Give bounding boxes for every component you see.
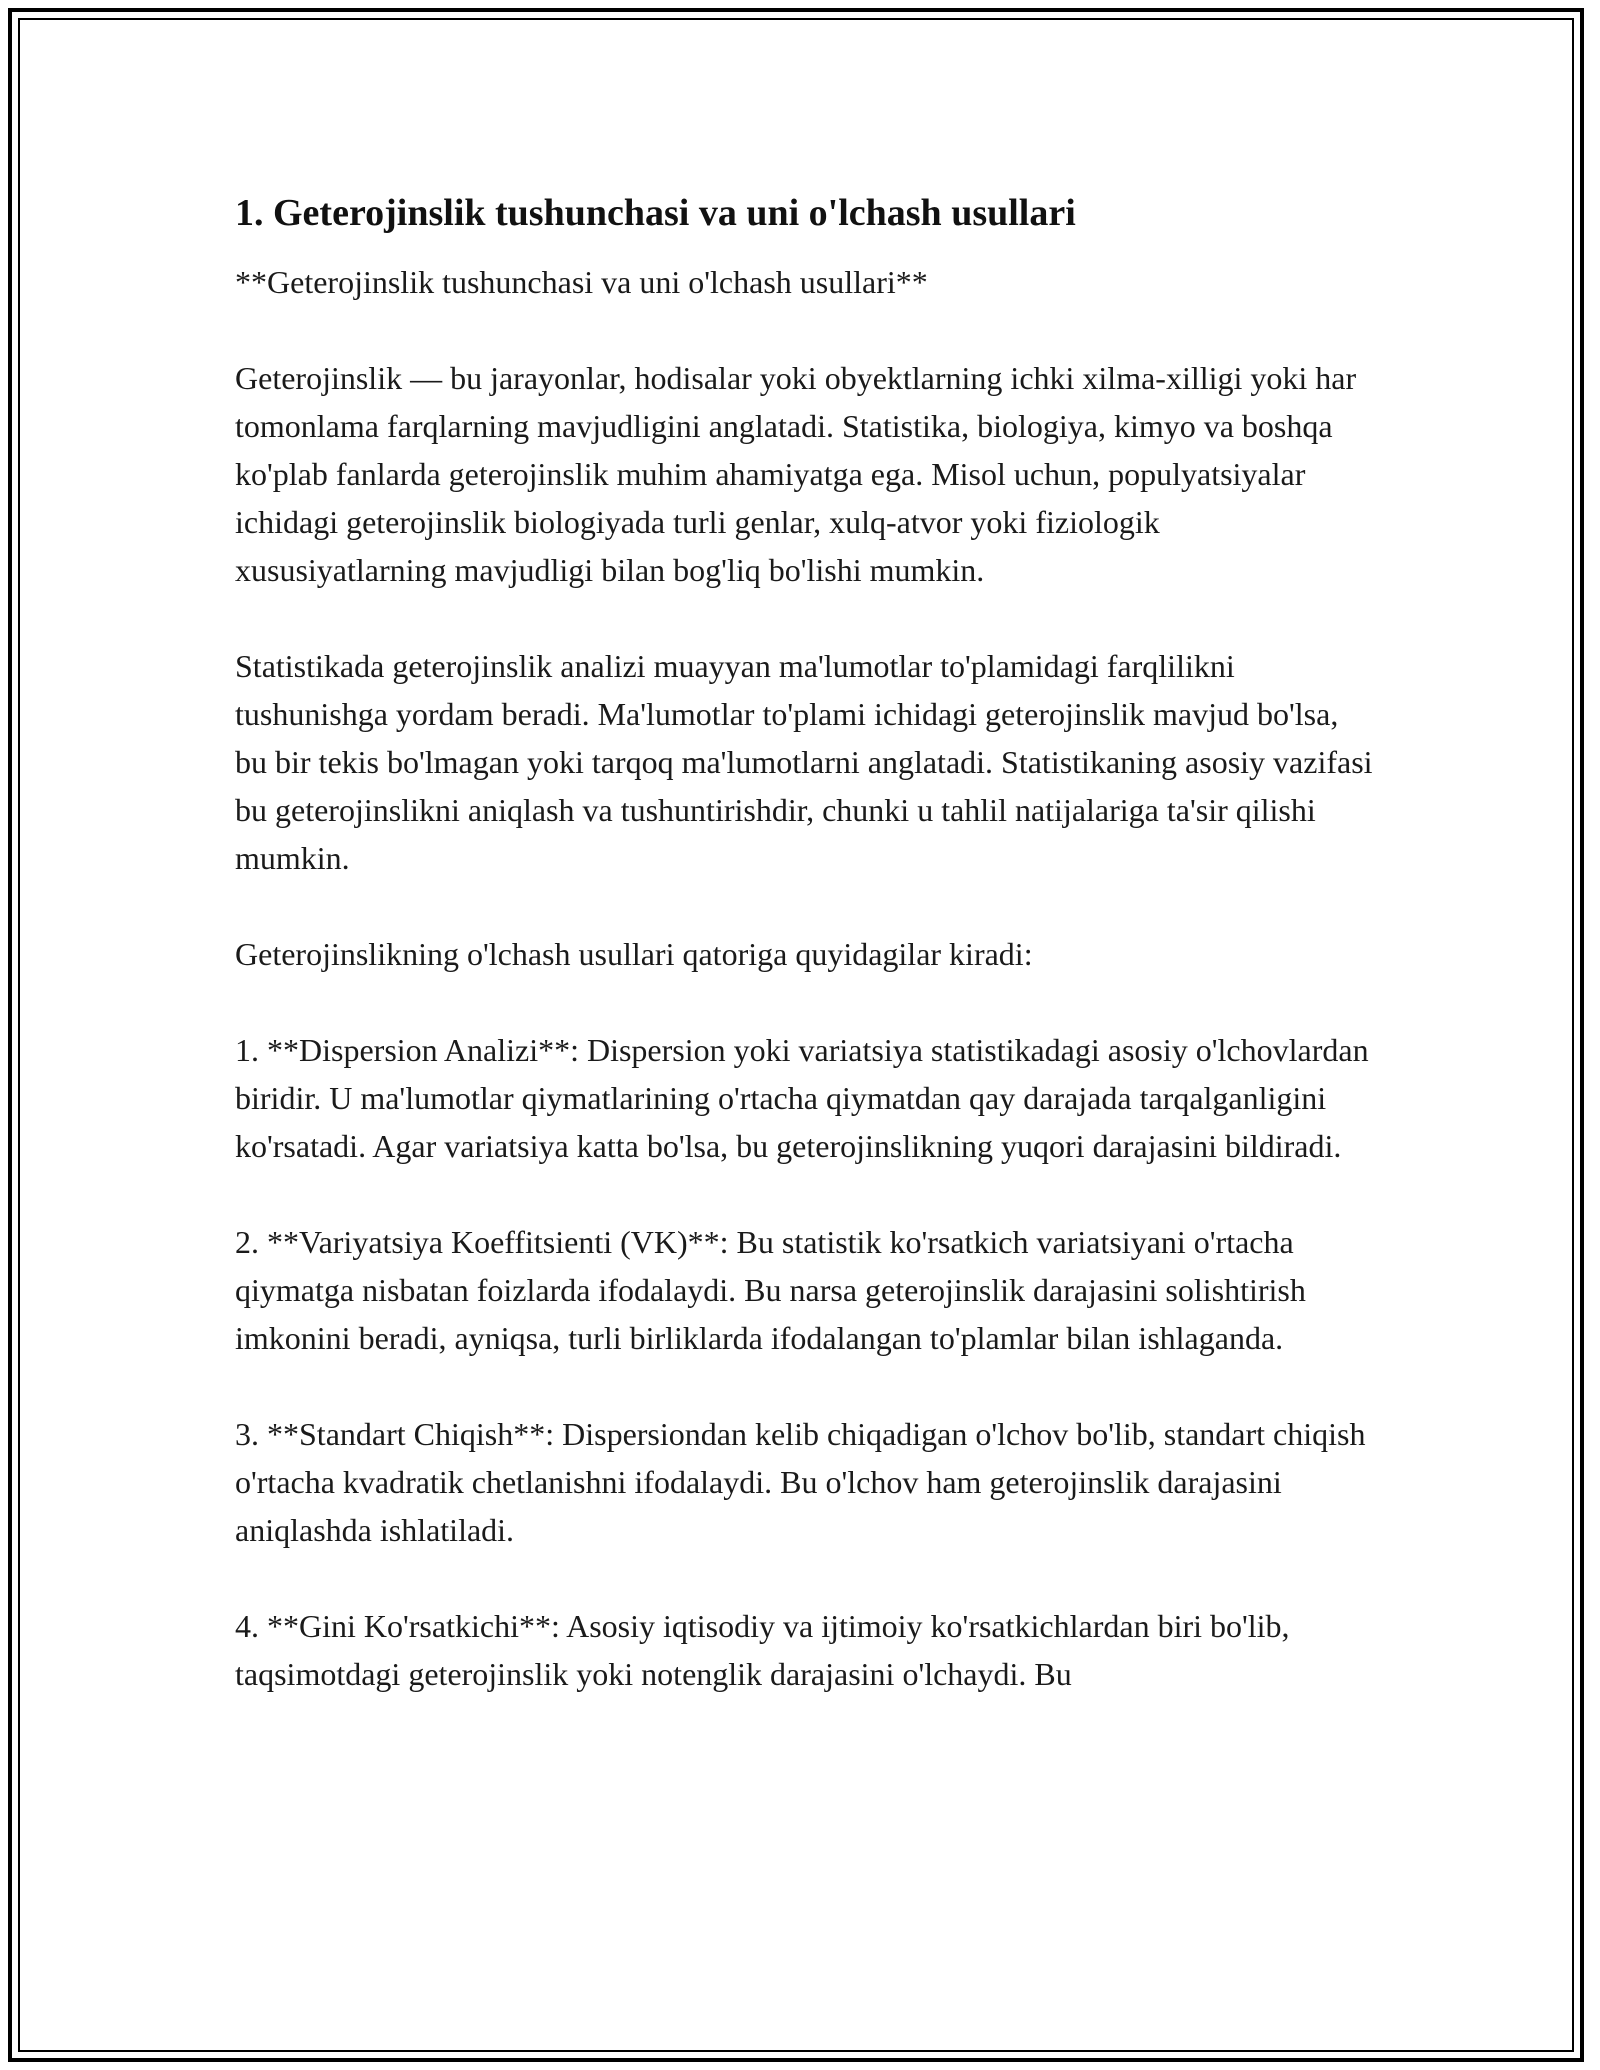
paragraph-methods-intro: Geterojinslikning o'lchash usullari qatoriga quyidagilar kiradi: [235,936,1033,972]
paragraph-subtitle: **Geterojinslik tushunchasi va uni o'lchash usullari** [235,264,928,300]
document-body [235,186,1375,1746]
list-item-variation-coefficient: 2. **Variyatsiya Koeffitsienti (VK)**: Bu statistik ko'rsatkich variatsiyani o'rtacha qiymatga nisbatan foizlarda ifodalaydi. Bu narsa geterojinslik darajasini solishtirish imkonini beradi, ayniqsa, turli birliklarda ifodalangan to'plamlar bilan ishlaganda. [235,1224,1306,1356]
paragraph-statistics: Statistikada geterojinslik analizi muayyan ma'lumotlar to'plamidagi farqlilikni tushunishga yordam beradi. Ma'lumotlar to'plami ichidagi geterojinslik mavjud bo'lsa, bu bir tekis bo'lmagan yoki tarqoq ma'lumotlarni anglatadi. Statistikaning asosiy vazifasi bu geterojinslikni aniqlash va tushuntirishdir, chunki u tahlil natijalariga ta'sir qilishi mumkin. [235,648,1373,876]
list-item-standard-deviation: 3. **Standart Chiqish**: Dispersiondan kelib chiqadigan o'lchov bo'lib, standart chiqish o'rtacha kvadratik chetlanishni ifodalaydi. Bu o'lchov ham geterojinslik darajasini aniqlashda ishlatiladi. [235,1416,1366,1548]
section-heading: 1. Geterojinslik tushunchasi va uni o'lchash usullari [235,192,1076,234]
list-item-dispersion: 1. **Dispersion Analizi**: Dispersion yoki variatsiya statistikadagi asosiy o'lchovlardan biridir. U ma'lumotlar qiymatlarining o'rtacha qiymatdan qay darajada tarqalganligini ko'rsatadi. Agar variatsiya katta bo'lsa, bu geterojinslikning yuqori darajasini bildiradi. [235,1032,1369,1164]
list-item-gini: 4. **Gini Ko'rsatkichi**: Asosiy iqtisodiy va ijtimoiy ko'rsatkichlardan biri bo'lib, taqsimotdagi geterojinslik yoki notenglik darajasini o'lchaydi. Bu [235,1608,1290,1692]
paragraph-definition: Geterojinslik — bu jarayonlar, hodisalar yoki obyektlarning ichki xilma-xilligi yoki har tomonlama farqlarning mavjudligini anglatadi. Statistika, biologiya, kimyo va boshqa ko'plab fanlarda geterojinslik muhim ahamiyatga ega. Misol uchun, populyatsiyalar ichidagi geterojinslik biologiyada turli genlar, xulq-atvor yoki fiziologik xususiyatlarning mavjudligi bilan bog'liq bo'lishi mumkin. [235,360,1357,588]
